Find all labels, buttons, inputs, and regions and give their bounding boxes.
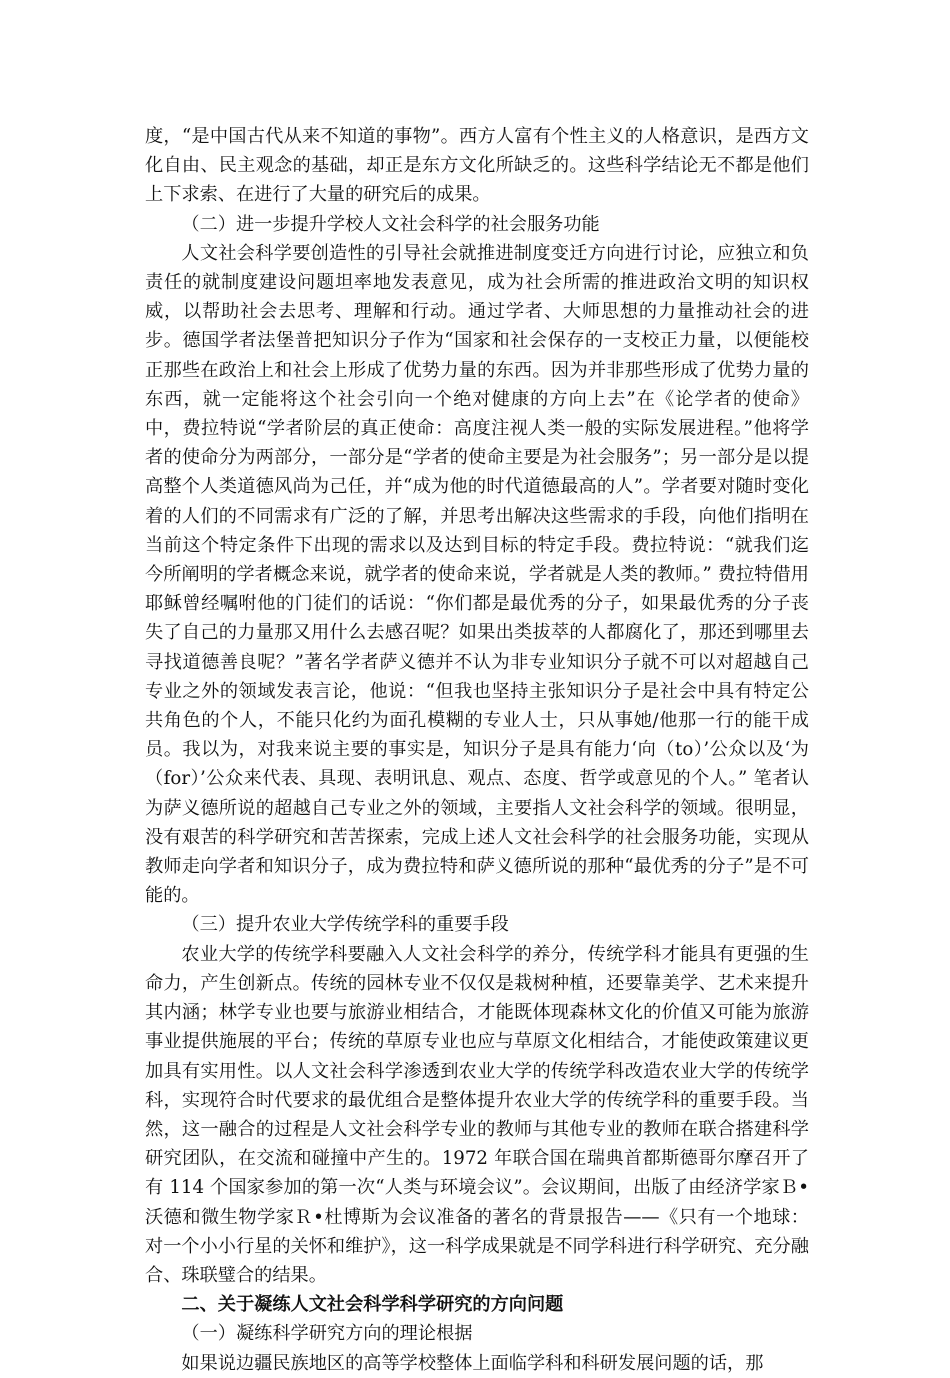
- subheading-theoretical-basis: （一）凝练科学研究方向的理论根据: [181, 1323, 473, 1345]
- paragraph-theoretical-basis: 如果说边疆民族地区的高等学校整体上面临学科和科研发展问题的话，那: [181, 1352, 764, 1374]
- paragraph-continued: 度，“是中国古代从来不知道的事物”。西方人富有个性主义的人格意识，是西方文化自由、民主观念的基础，却正是东方文化所缺乏的。这些科学结论无不都是他们上下求索、在进行了大量的研究后的成果。: [145, 126, 809, 206]
- document-page: [145, 122, 809, 1378]
- paragraph-traditional-disciplines: 农业大学的传统学科要融入人文社会科学的养分，传统学科才能具有更强的生命力，产生创新点。传统的园林专业不仅仅是栽树种植，还要靠美学、艺术来提升其内涵；林学专业也要与旅游业相结合，才能既体现森林文化的价值又可能为旅游事业提供施展的平台；传统的草原专业也应与草原文化相结合，才能使政策建议更加具有实用性。以人文社会科学渗透到农业大学的传统学科改造农业大学的传统学科，实现符合时代要求的最优组合是整体提升农业大学的传统学科的重要手段。当然，这一融合的过程是人文社会科学专业的教师与其他专业的教师在联合搭建科学研究团队，在交流和碰撞中产生的。1972 年联合国在瑞典首都斯德哥尔摩召开了有 114 个国家参加的第一次“人类与环境会议”。会议期间，出版了由经济学家Ｂ•沃德和微生物学家Ｒ•杜博斯为会议准备的著名的背景报告——《只有一个地球：对一个小小行星的关怀和维护》，这一科学成果就是不同学科进行科学研究、充分融合、珠联璧合的结果。: [145, 943, 809, 1286]
- section-heading-research-direction: 二、关于凝练人文社会科学科学研究的方向问题: [181, 1294, 564, 1316]
- subheading-traditional-disciplines: （三）提升农业大学传统学科的重要手段: [181, 914, 509, 936]
- subheading-social-service: （二）进一步提升学校人文社会科学的社会服务功能: [181, 213, 600, 235]
- paragraph-social-service: 人文社会科学要创造性的引导社会就推进制度变迁方向进行讨论，应独立和负责任的就制度建设问题坦率地发表意见，成为社会所需的推进政治文明的知识权威，以帮助社会去思考、理解和行动。通过学者、大师思想的力量推动社会的进步。德国学者法堡普把知识分子作为“国家和社会保存的一支校正力量，以便能校正那些在政治上和社会上形成了优势力量的东西。因为并非那些形成了优势力量的东西，就一定能将这个社会引向一个绝对健康的方向上去”在《论学者的使命》中，费拉特说“学者阶层的真正使命：高度注视人类一般的实际发展进程。”他将学者的使命分为两部分，一部分是“学者的使命主要是为社会服务”；另一部分是以提高整个人类道德风尚为己任，并“成为他的时代道德最高的人”。学者要对随时变化着的人们的不同需求有广泛的了解，并思考出解决这些需求的手段，向他们指明在当前这个特定条件下出现的需求以及达到目标的特定手段。费拉特说：“就我们迄今所阐明的学者概念来说，就学者的使命来说，学者就是人类的教师。” 费拉特借用耶稣曾经嘱咐他的门徒们的话说：“你们都是最优秀的分子，如果最优秀的分子丧失了自己的力量那又用什么去感召呢？如果出类拔萃的人都腐化了，那还到哪里去寻找道德善良呢？”著名学者萨义德并不认为非专业知识分子就不可以对超越自己专业之外的领域发表言论，他说：“但我也坚持主张知识分子是社会中具有特定公共角色的个人，不能只化约为面孔模糊的专业人士，只从事她/他那一行的能干成员。我以为，对我来说主要的事实是，知识分子是具有能力‘向（to）’公众以及‘为（for）’公众来代表、具现、表明讯息、观点、态度、哲学或意见的个人。” 笔者认为萨义德所说的超越自己专业之外的领域，主要指人文社会科学的领域。很明显，没有艰苦的科学研究和苦苦探索，完成上述人文社会科学的社会服务功能，实现从教师走向学者和知识分子，成为费拉特和萨义德所说的那种“最优秀的分子”是不可能的。: [145, 242, 809, 907]
